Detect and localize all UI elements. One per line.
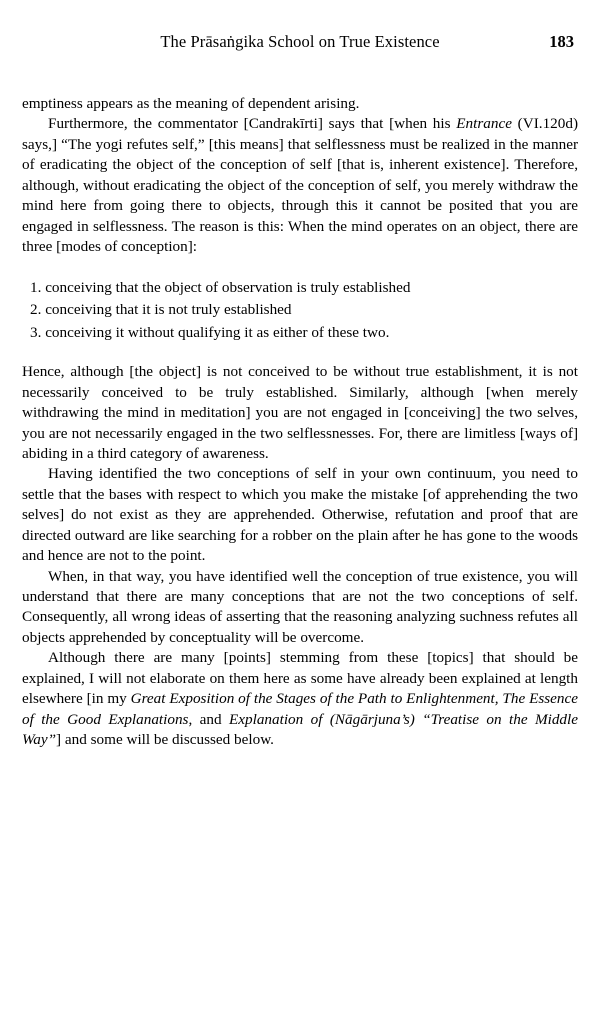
paragraph-6-part-c: ] and some will be discussed below.	[56, 731, 274, 749]
list-item: 2. conceiving that it is not truly established	[30, 301, 292, 319]
paragraph-6-part-a: Although there are many [points] stemming from these [topics] that should be explained, I will not elaborate on them here as some have already been explained at length elsewhere [in my	[22, 649, 578, 708]
page-number: 183	[549, 32, 574, 51]
page-header	[22, 32, 578, 58]
list-item: 1. conceiving that the object of observation is truly established	[30, 278, 411, 296]
paragraph-2-part-a: Furthermore, the commentator [Candrakīrti] says that [when his	[48, 115, 457, 133]
list-item: 3. conceiving it without qualifying it as either of these two.	[30, 323, 390, 341]
title-great-exposition: Great Exposition of the Stages of the Path to Enlightenment, The Essence of the Good Explanations	[22, 690, 578, 728]
title-entrance: Entrance	[456, 115, 512, 133]
paragraph-2-part-b: (VI.120d) says,] “The yogi refutes self,” [this means] that selflessness must be realized in the manner of eradicating the object of the conception of self [that is, inherent existence]. Therefore, although, without eradicating the object of the conception of self, you merely withdraw the mind here from going there to objects, through this it cannot be posited that you are engaged in selflessness. The reason is this: When the mind operates on an object, there are three [modes of conception]:	[22, 115, 578, 256]
paragraph-3: Hence, although [the object] is not conceived to be without true establishment, it is not necessarily conceived to be truly established. Similarly, although [when merely withdrawing the mind in meditation] you are not engaged in [conceiving] the two selves, you are not necessarily engaged in the two selflessnesses. For, there are limitless [ways of] abiding in a third category of awareness.	[22, 363, 578, 462]
numbered-list	[22, 277, 578, 344]
paragraph-6-part-b: , and	[188, 710, 229, 728]
paragraph-4: Having identified the two conceptions of self in your own continuum, you need to settle that the bases with respect to which you make the mistake [of apprehending the two selves] do not exist as they are apprehended. Otherwise, refutation and proof that are directed outward are like searching for a robber on the plain after he has gone to the woods and hence are not to the point.	[22, 465, 578, 565]
book-page	[0, 32, 600, 1015]
paragraph-2	[22, 114, 578, 257]
paragraph-1: emptiness appears as the meaning of dependent arising.	[22, 95, 360, 112]
running-title: The Prāsaṅgika School on True Existence	[160, 32, 440, 51]
paragraph-6	[22, 648, 578, 750]
paragraph-5: When, in that way, you have identified well the conception of true existence, you will understand that there are many conceptions that are not the two conceptions of self. Consequently, all wrong ideas of asserting that the reasoning analyzing suchness refutes all objects apprehended by conceptuality will be overcome.	[22, 567, 578, 646]
page-body	[22, 94, 578, 751]
title-explanation-treatise: Explanation of (Nāgārjuna’s) “Treatise on the Middle Way”	[22, 710, 578, 749]
